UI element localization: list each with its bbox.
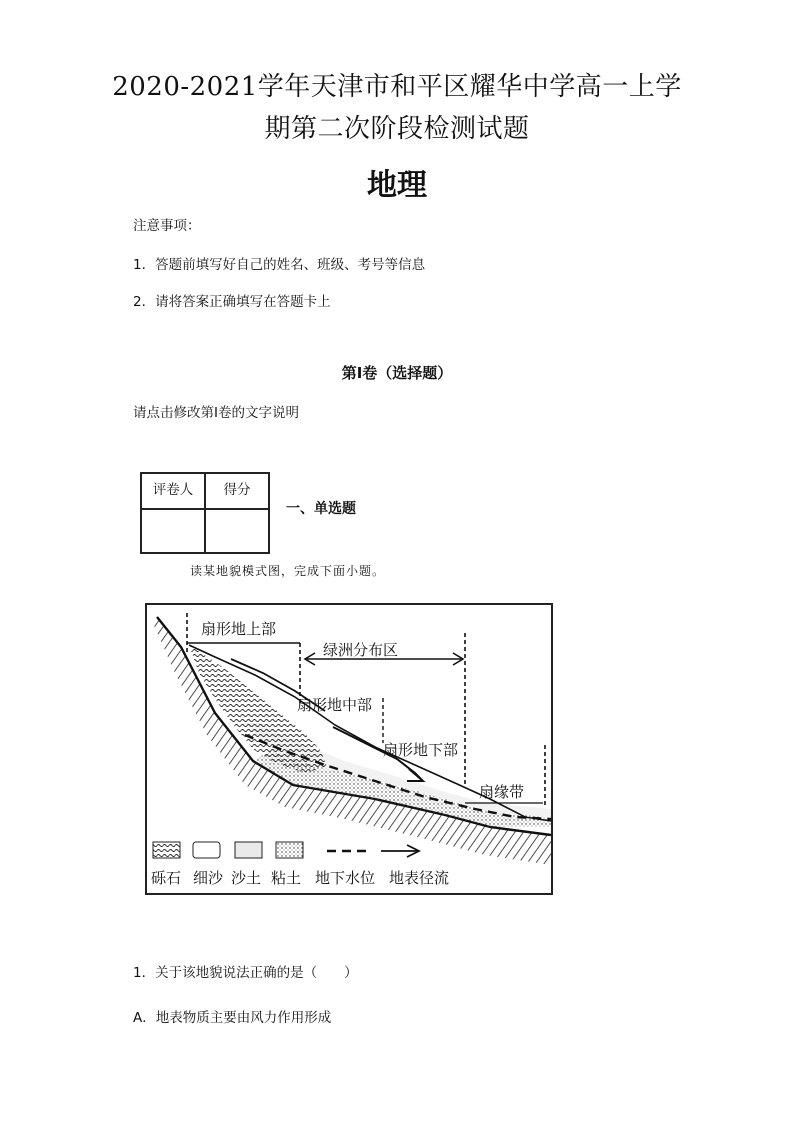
label-fan-edge: 扇缘带 [479, 783, 525, 801]
question-1-option-a: A．地表物质主要由风力作用形成 [133, 1010, 332, 1026]
section-title: 一、单选题 [286, 501, 356, 517]
document-title-line2: 期第二次阶段检测试题 [264, 114, 530, 144]
legend-sandsoil-swatch [235, 842, 262, 858]
legend-runoff-label: 地表径流 [389, 869, 450, 887]
score-table-header-score: 得分 [205, 473, 269, 509]
notice-heading: 注意事项： [133, 218, 201, 234]
landform-diagram [145, 603, 553, 895]
label-fan-lower: 扇形地下部 [383, 741, 459, 759]
document-title-line1: 2020-2021学年天津市和平区耀华中学高一上学 [112, 72, 682, 102]
legend-clay-label: 粘土 [271, 869, 302, 887]
part1-title: 第I卷（选择题） [341, 364, 453, 382]
notice-item-2: 2．请将答案正确填写在答题卡上 [133, 294, 331, 310]
legend-groundwater-label: 地下水位 [315, 869, 376, 887]
question-1-stem: 1．关于该地貌说法正确的是（ ） [133, 965, 358, 981]
score-table-header-grader: 评卷人 [141, 473, 205, 509]
notice-item-1: 1．答题前填写好自己的姓名、班级、考号等信息 [133, 257, 426, 273]
legend-sandsoil-label: 沙土 [231, 869, 262, 887]
label-fan-middle: 扇形地中部 [297, 696, 373, 714]
legend-sand-swatch [193, 842, 220, 858]
subject-title: 地理 [367, 168, 427, 203]
legend-sand-label: 细沙 [193, 869, 224, 887]
score-table-cell-score [205, 509, 269, 553]
legend-clay-swatch [276, 842, 303, 858]
label-fan-upper: 扇形地上部 [201, 620, 277, 638]
score-table-cell-grader [141, 509, 205, 553]
part1-instruction: 请点击修改第I卷的文字说明 [133, 405, 299, 421]
score-table [140, 472, 270, 554]
legend-gravel-label: 砾石 [151, 869, 182, 887]
legend-gravel-swatch [153, 842, 180, 858]
figure-caption: 读某地貌模式图，完成下面小题。 [190, 564, 386, 578]
label-oasis: 绿洲分布区 [323, 641, 399, 659]
